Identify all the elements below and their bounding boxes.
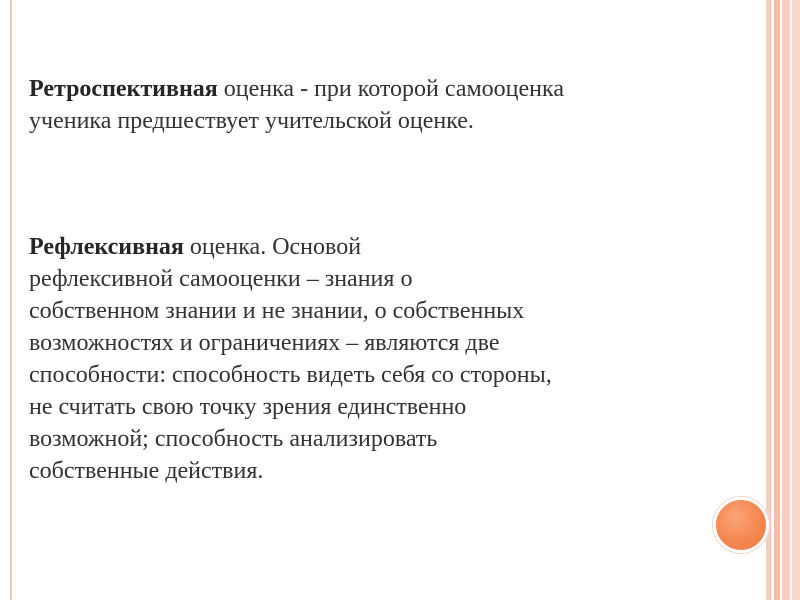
paragraph-text: не считать свою точку зрения единственно bbox=[29, 394, 467, 420]
paragraph-text: оценка - при которой самооценка bbox=[217, 76, 564, 102]
term-reflexive: Рефлексивная bbox=[29, 234, 184, 260]
stripe bbox=[792, 0, 800, 600]
paragraph-text: возможностях и ограничениях – являются две bbox=[29, 330, 500, 356]
stripe bbox=[782, 0, 790, 600]
paragraph-text: собственном знании и не знании, о собственных bbox=[29, 298, 525, 324]
paragraph-text: собственные действия. bbox=[29, 458, 264, 484]
paragraph-retrospective bbox=[29, 73, 729, 137]
paragraph-reflexive bbox=[29, 231, 729, 487]
paragraph-text: оценка. Основой bbox=[183, 234, 362, 260]
paragraph-text: способности: способность видеть себя со стороны, bbox=[29, 362, 552, 388]
term-retrospective: Ретроспективная bbox=[29, 76, 218, 102]
paragraph-text: рефлексивной самооценки – знания о bbox=[29, 266, 413, 292]
paragraph-text: возможной; способность анализировать bbox=[29, 426, 438, 452]
right-decorative-stripes bbox=[766, 0, 800, 600]
stripe bbox=[766, 0, 771, 600]
left-border-line bbox=[10, 0, 12, 600]
paragraph-text: ученика предшествует учительской оценке. bbox=[29, 108, 474, 134]
orange-circle-decoration bbox=[713, 497, 769, 553]
slide-content bbox=[29, 73, 729, 484]
